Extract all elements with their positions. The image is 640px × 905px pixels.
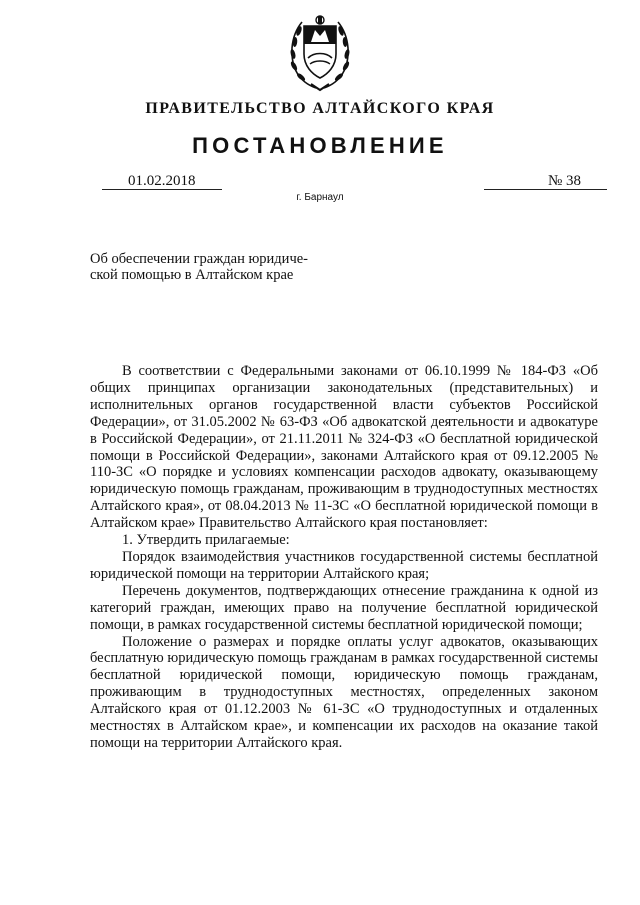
organization-name: ПРАВИТЕЛЬСТВО АЛТАЙСКОГО КРАЯ: [145, 100, 495, 117]
subject-line: ской помощью в Алтайском крае: [90, 267, 294, 283]
document-city: г. Барнаул: [296, 192, 344, 203]
subject-line: Об обеспечении граждан юридиче-: [90, 251, 308, 267]
document-number: № 38: [548, 173, 582, 189]
document-subject: [90, 251, 340, 283]
document-date-field: [102, 173, 222, 189]
document-body: [90, 363, 598, 752]
preamble-paragraph: В соответствии с Федеральными законами от 06.10.1999 № 184-ФЗ «Об общих принципах организации законодательных (представительных) и исполнительных органов государственной власти субъектов Российской Федерации», от 31.05.2002 № 63-ФЗ «Об адвокатской деятельности и адвокатуре в Российской Федерации», от 21.11.2011 № 324-ФЗ «О бесплатной юридической помощи в Российской Федерации», законами Алтайского края от 09.12.2005 № 110-ЗС «О порядке и условиях компенсации расходов адвокату, оказывающему юридическую помощь гражданам, проживающим в труднодоступных местностях Алтайского края», от 08.04.2013 № 11-ЗС «О бесплатной юридической помощи в Алтайском крае» Правительство Алтайского края постановляет:: [90, 363, 598, 532]
document-number-field: [484, 173, 607, 189]
altai-krai-coat-of-arms-icon: [287, 14, 353, 92]
approved-item-regulation: Положение о размерах и порядке оплаты услуг адвокатов, оказывающих бесплатную юридическую помощь гражданам в рамках государственной системы бесплатной юридической помощи, юридическую помощь гражданам, проживающим в труднодоступных местностях, определенных законом Алтайского края от 01.12.2003 № 61-ЗС «О труднодоступных и отдаленных местностях в Алтайском крае», и компенсации их расходов на оказание такой помощи на территории Алтайского края.: [90, 633, 598, 751]
document-type-title: ПОСТАНОВЛЕНИЕ: [192, 133, 448, 158]
approved-item-procedure: Порядок взаимодействия участников государственной системы бесплатной юридической помощи на территории Алтайского края;: [90, 548, 598, 582]
resolution-item-heading: 1. Утвердить прилагаемые:: [122, 532, 290, 549]
document-date: 01.02.2018: [128, 173, 196, 189]
approved-item-document-list: Перечень документов, подтверждающих отнесение гражданина к одной из категорий граждан, имеющих право на получение бесплатной юридической помощи, в рамках государственной системы бесплатной юридической помощи;: [90, 582, 598, 633]
